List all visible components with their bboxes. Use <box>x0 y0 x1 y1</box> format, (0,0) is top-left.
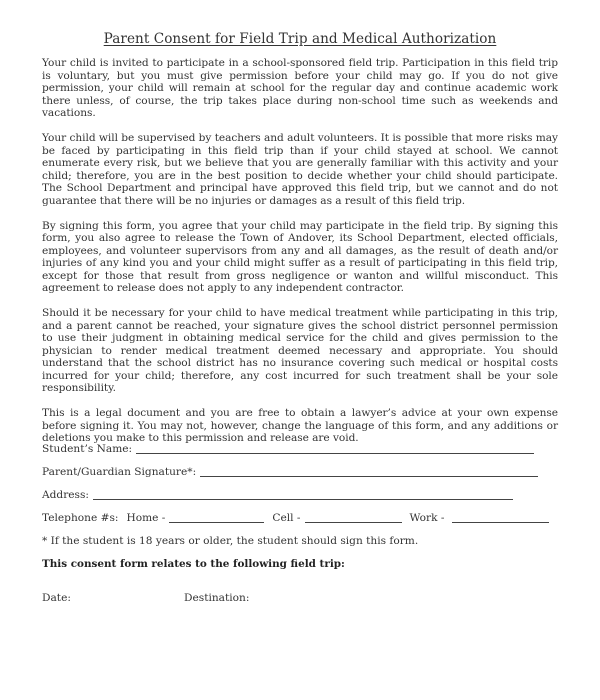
work-phone-label: Work - <box>409 512 445 524</box>
trip-details-row <box>42 592 558 608</box>
parent-signature-field[interactable] <box>200 465 538 477</box>
document-body <box>42 57 558 457</box>
destination-label: Destination: <box>184 592 250 604</box>
date-label: Date: <box>42 592 71 604</box>
home-phone-field[interactable] <box>169 511 264 523</box>
paragraph-legal: This is a legal document and you are free to obtain a lawyer’s advice at your own expense before signing it. You may not, however, change the language of this form, and any additions or deletions you make to this permission and release are void. <box>42 407 558 444</box>
address-row <box>42 480 558 503</box>
paragraph-release: By signing this form, you agree that your child may participate in the field trip. By signing this form, you also agree to release the Town of Andover, its School Department, elected officials, employees, and volunteer supervisors from any and all damages, as the result of death and/or injuries of any kind you and your child might suffer as a result of participating in this field trip, except for those that result from gross negligence or wanton and willful misconduct. This agreement to release does not apply to any independent contractor. <box>42 219 558 294</box>
paragraph-supervision: Your child will be supervised by teachers and adult volunteers. It is possible that more risks may be faced by participating in this field trip than if your child stayed at school. We cannot enumerate every risk, but we believe that you are generally familiar with this activity and your child; therefore, you are in the best position to decide whether your child should participate. The School Department and principal have approved this field trip, but we cannot and do not guarantee that there will be no injuries or damages as a result of this field trip. <box>42 132 558 207</box>
address-label: Address: <box>42 489 89 501</box>
address-field[interactable] <box>93 488 513 500</box>
student-name-row <box>42 434 558 457</box>
student-name-label: Student’s Name: <box>42 443 133 455</box>
cell-phone-label: Cell - <box>272 512 301 524</box>
field-trip-heading: This consent form relates to the following field trip: <box>42 558 345 570</box>
work-phone-field[interactable] <box>452 511 549 523</box>
parent-signature-label: Parent/Guardian Signature*: <box>42 466 197 478</box>
home-phone-label: Home - <box>126 512 166 524</box>
telephone-label: Telephone #s: <box>42 512 119 524</box>
student-name-field[interactable] <box>136 442 534 454</box>
title-text: Parent Consent for Field Trip and Medical Authorization <box>103 31 497 47</box>
document-title <box>0 31 600 47</box>
age-footnote: * If the student is 18 years or older, the student should sign this form. <box>42 535 419 547</box>
paragraph-invitation: Your child is invited to participate in a school-sponsored field trip. Participation in this field trip is voluntary, but you must give permission before your child may go. If you do not give permission, your child will remain at school for the regular day and continue academic work there unless, of course, the trip takes place during non-school time such as weekends and vacations. <box>42 57 558 119</box>
parent-signature-row <box>42 457 558 480</box>
signature-form <box>42 434 558 608</box>
telephone-row <box>42 503 558 526</box>
paragraph-medical: Should it be necessary for your child to have medical treatment while participating in this trip, and a parent cannot be reached, your signature gives the school district personnel permission to use their judgment in obtaining medical service for the child and gives permission to the physician to render medical treatment deemed necessary and appropriate. You should understand that the school district has no insurance covering such medical or hospital costs incurred for your child; therefore, any cost incurred for such treatment shall be your sole responsibility. <box>42 307 558 394</box>
cell-phone-field[interactable] <box>305 511 402 523</box>
